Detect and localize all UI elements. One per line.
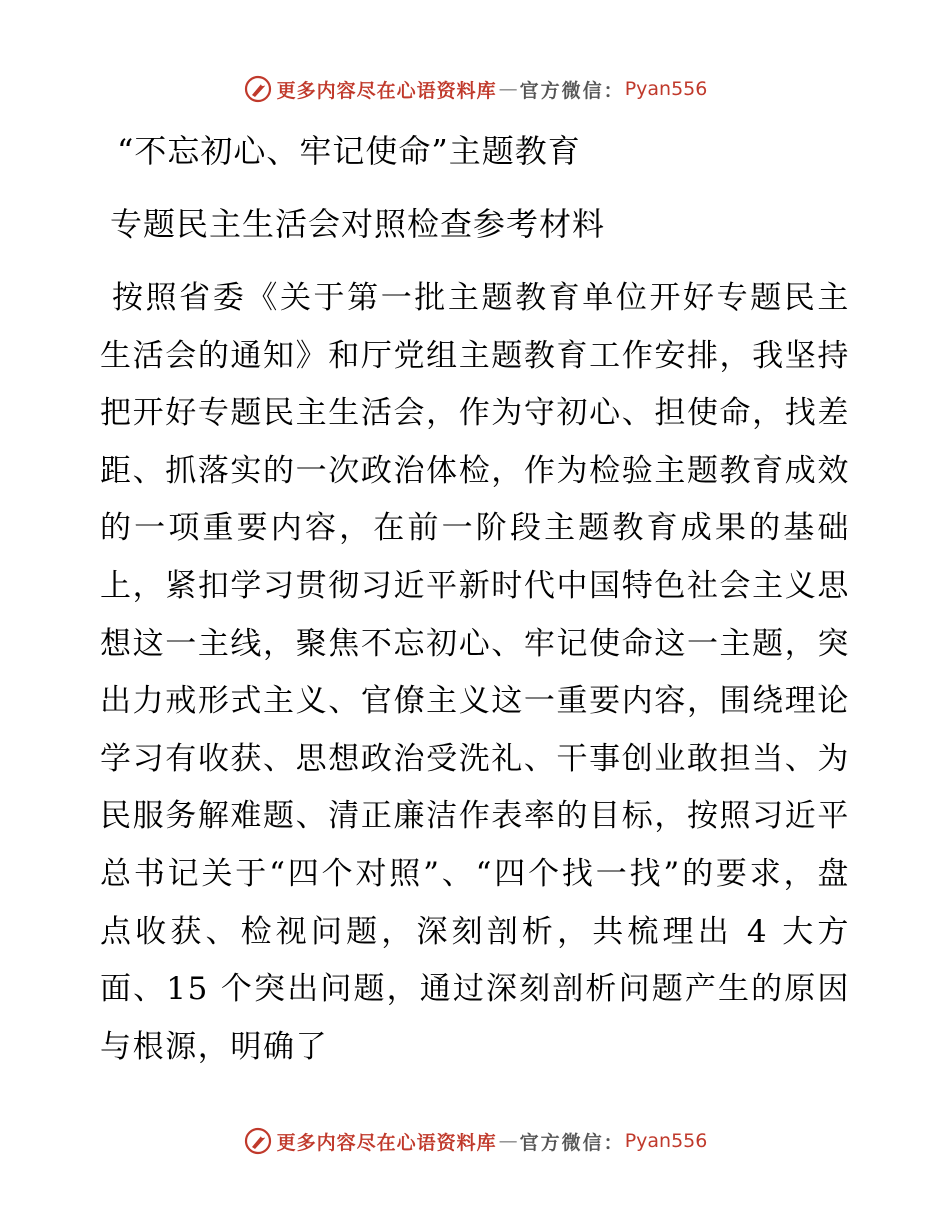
watermark-id: Pyan556 [624, 1130, 708, 1152]
watermark-suffix: 官方微信： [519, 1131, 625, 1154]
document-title-line-1: “不忘初心、牢记使命”主题教育 [117, 132, 581, 170]
document-body-paragraph: 按照省委《关于第一批主题教育单位开好专题民主生活会的通知》和厅党组主题教育工作安排，我坚持把开好专题民主生活会，作为守初心、担使命，找差距、抓落实的一次政治体检，作为检验主题教育成效的一项重要内容，在前一阶段主题教育成果的基础上，紧扣学习贯彻习近平新时代中国特色社会主义思想这一主线，聚焦不忘初心、牢记使命这一主题，突出力戒形式主义、官僚主义这一重要内容，围绕理论学习有收获、思想政治受洗礼、干事创业敢担当、为民服务解难题、清正廉洁作表率的目标，按照习近平总书记关于“四个对照”、“四个找一找”的要求，盘点收获、检视问题，深刻剖析，共梳理出 4 大方面、15 个突出问题，通过深刻剖析问题产生的原因与根源，明确了 [100, 280, 850, 1065]
pen-nib-logo-icon [243, 74, 273, 104]
watermark-id: Pyan556 [624, 78, 708, 100]
pen-nib-logo-icon [243, 1126, 273, 1156]
watermark-main-text: 更多内容尽在心语资料库 [276, 1131, 497, 1154]
header-watermark [0, 74, 950, 104]
watermark-main-text: 更多内容尽在心语资料库 [276, 79, 497, 102]
watermark-separator: — [498, 1130, 518, 1152]
document-title-line-2: 专题民主生活会对照检查参考材料 [110, 205, 606, 243]
watermark-separator: — [498, 78, 518, 100]
watermark-suffix: 官方微信： [519, 79, 625, 102]
footer-watermark [0, 1126, 950, 1156]
